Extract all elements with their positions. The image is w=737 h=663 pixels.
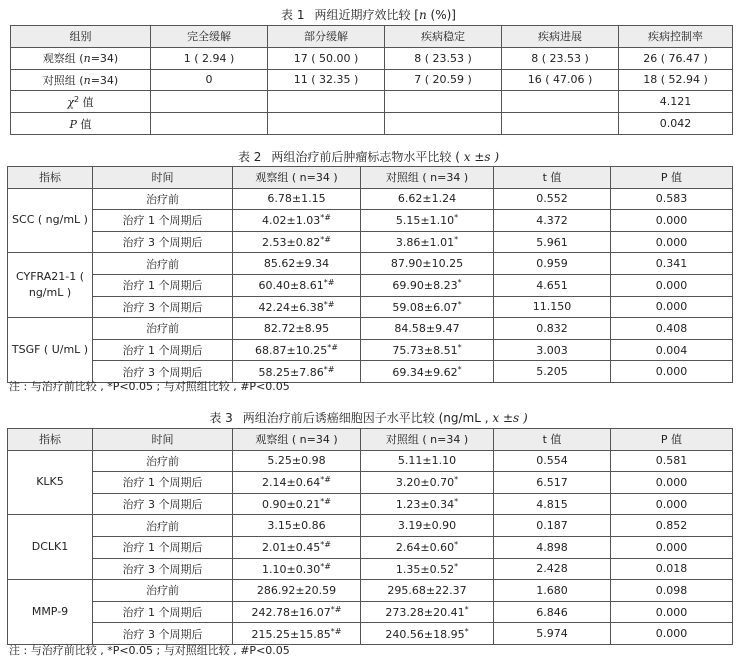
table1-caption-n: n bbox=[418, 8, 427, 22]
table-row bbox=[8, 296, 733, 318]
table-row bbox=[8, 558, 733, 580]
cell-dcr: 26 ( 76.47 ) bbox=[619, 47, 733, 69]
cell-dcr: 18 ( 52.94 ) bbox=[619, 69, 733, 91]
t-value-cell: 0.554 bbox=[494, 450, 611, 472]
time-cell: 治疗前 bbox=[93, 188, 233, 210]
obs-value-cell bbox=[233, 339, 361, 361]
cell-pr: 17 ( 50.00 ) bbox=[268, 47, 385, 69]
obs-value-cell bbox=[233, 601, 361, 623]
ctrl-value-cell bbox=[361, 601, 494, 623]
table-row bbox=[11, 47, 733, 69]
ctrl-significance-mark: * bbox=[464, 626, 469, 636]
table2-header-time: 时间 bbox=[93, 167, 233, 189]
table-row bbox=[8, 472, 733, 494]
ctrl-significance-mark: * bbox=[454, 213, 459, 223]
table1-caption: 两组近期疗效比较 [ bbox=[314, 8, 419, 22]
p-value-cell: 0.098 bbox=[611, 580, 733, 602]
obs-value: 215.25±15.85 bbox=[251, 627, 331, 641]
p-value-cell: 0.000 bbox=[611, 361, 733, 383]
table1-header-group: 组别 bbox=[11, 26, 151, 48]
obs-value-cell bbox=[233, 450, 361, 472]
t-value-cell: 4.651 bbox=[494, 274, 611, 296]
time-cell: 治疗 3 个周期后 bbox=[93, 231, 233, 253]
table-row bbox=[8, 580, 733, 602]
obs-value-cell bbox=[233, 231, 361, 253]
ctrl-significance-mark: * bbox=[454, 497, 459, 507]
obs-value: 2.14±0.64 bbox=[262, 476, 321, 490]
ctrl-value: 75.73±8.51 bbox=[392, 344, 458, 358]
obs-value: 82.72±8.95 bbox=[263, 321, 330, 335]
obs-significance-mark: *# bbox=[320, 540, 331, 550]
obs-value-cell bbox=[233, 188, 361, 210]
ctrl-value-cell bbox=[361, 231, 494, 253]
ctrl-significance-mark: * bbox=[464, 605, 469, 615]
ctrl-value-cell bbox=[361, 274, 494, 296]
ctrl-value: 3.86±1.01 bbox=[395, 236, 455, 250]
ctrl-value: 84.58±9.47 bbox=[394, 321, 460, 335]
p-value-cell: 0.004 bbox=[611, 339, 733, 361]
p-value-cell: 0.000 bbox=[611, 472, 733, 494]
obs-value: 85.62±9.34 bbox=[263, 257, 330, 271]
table-row bbox=[8, 601, 733, 623]
cell-sd: 7 ( 20.59 ) bbox=[385, 69, 502, 91]
obs-value-cell bbox=[233, 253, 361, 275]
table-row bbox=[8, 318, 733, 340]
t-value-cell: 2.428 bbox=[494, 558, 611, 580]
p-value-cell: 0.000 bbox=[611, 210, 733, 232]
table3-header-t: t 值 bbox=[494, 429, 611, 451]
ctrl-significance-mark: * bbox=[457, 343, 462, 353]
p-value-cell: 0.000 bbox=[611, 493, 733, 515]
obs-significance-mark: *# bbox=[327, 343, 338, 353]
table3-header-obs: 观察组 ( n=34 ) bbox=[233, 429, 361, 451]
ctrl-significance-mark: * bbox=[457, 299, 462, 309]
obs-significance-mark: *# bbox=[320, 475, 331, 485]
obs-value-cell bbox=[233, 210, 361, 232]
group-name: 观察组 (n=34) bbox=[11, 47, 151, 69]
obs-value-cell bbox=[233, 472, 361, 494]
cell-pd: 16 ( 47.06 ) bbox=[502, 69, 619, 91]
ctrl-value-cell bbox=[361, 361, 494, 383]
ctrl-value-cell bbox=[361, 318, 494, 340]
t-value-cell: 3.003 bbox=[494, 339, 611, 361]
p-value-cell: 0.000 bbox=[611, 536, 733, 558]
indicator-cell: TSGF ( U/mL ) bbox=[8, 318, 93, 383]
obs-value: 68.87±10.25 bbox=[255, 344, 328, 358]
ctrl-value: 6.62±1.24 bbox=[397, 192, 457, 206]
obs-value-cell bbox=[233, 493, 361, 515]
p-value: 0.042 bbox=[619, 113, 733, 135]
table3-number: 表 3 bbox=[209, 411, 233, 425]
t-value-cell: 0.832 bbox=[494, 318, 611, 340]
table1-header-pd: 疾病进展 bbox=[502, 26, 619, 48]
obs-value: 1.10±0.30 bbox=[262, 562, 321, 576]
ctrl-value-cell bbox=[361, 296, 494, 318]
obs-value: 2.01±0.45 bbox=[262, 541, 321, 555]
time-cell: 治疗前 bbox=[93, 515, 233, 537]
table3 bbox=[7, 428, 733, 645]
table-row bbox=[8, 253, 733, 275]
ctrl-value-cell bbox=[361, 515, 494, 537]
time-cell: 治疗 1 个周期后 bbox=[93, 536, 233, 558]
obs-value: 4.02±1.03 bbox=[262, 214, 321, 228]
ctrl-value-cell bbox=[361, 339, 494, 361]
ctrl-significance-mark: * bbox=[457, 364, 462, 374]
p-value-cell: 0.408 bbox=[611, 318, 733, 340]
table-row bbox=[11, 69, 733, 91]
t-value-cell: 6.846 bbox=[494, 601, 611, 623]
table3-caption-tail: x ±s ) bbox=[488, 411, 528, 425]
obs-value-cell bbox=[233, 318, 361, 340]
p-value-cell: 0.583 bbox=[611, 188, 733, 210]
p-value-cell: 0.000 bbox=[611, 296, 733, 318]
table-row bbox=[8, 536, 733, 558]
ctrl-value: 5.15±1.10 bbox=[395, 214, 455, 228]
table3-note: 注 : 与治疗前比较 , *P<0.05 ; 与对照组比较 , #P<0.05 bbox=[9, 644, 290, 657]
indicator-cell: DCLK1 bbox=[8, 515, 93, 580]
t-value-cell: 1.680 bbox=[494, 580, 611, 602]
table-row-chi-square bbox=[11, 91, 733, 113]
obs-significance-mark: *# bbox=[330, 626, 342, 636]
obs-value-cell bbox=[233, 274, 361, 296]
t-value-cell: 0.552 bbox=[494, 188, 611, 210]
ctrl-value: 240.56±18.95 bbox=[385, 627, 465, 641]
cell-sd: 8 ( 23.53 ) bbox=[385, 47, 502, 69]
table-row bbox=[8, 493, 733, 515]
obs-value: 242.78±16.07 bbox=[251, 606, 331, 620]
table2-caption: 两组治疗前后肿瘤标志物水平比较 ( bbox=[271, 150, 460, 164]
obs-significance-mark: *# bbox=[320, 561, 331, 571]
table2-number: 表 2 bbox=[237, 150, 262, 164]
table2-header-obs: 观察组 ( n=34 ) bbox=[233, 167, 361, 189]
table-row bbox=[8, 188, 733, 210]
table2-header-row bbox=[8, 167, 733, 189]
table-row bbox=[8, 231, 733, 253]
table1-header-dcr: 疾病控制率 bbox=[619, 26, 733, 48]
obs-significance-mark: *# bbox=[323, 299, 335, 309]
p-value-cell: 0.018 bbox=[611, 558, 733, 580]
time-cell: 治疗前 bbox=[93, 450, 233, 472]
ctrl-value: 1.35±0.52 bbox=[395, 562, 455, 576]
ctrl-value-cell bbox=[361, 558, 494, 580]
obs-value: 42.24±6.38 bbox=[258, 300, 324, 314]
time-cell: 治疗 1 个周期后 bbox=[93, 339, 233, 361]
table-row-p-value bbox=[11, 113, 733, 135]
t-value-cell: 11.150 bbox=[494, 296, 611, 318]
p-value-cell: 0.000 bbox=[611, 601, 733, 623]
t-value-cell: 4.815 bbox=[494, 493, 611, 515]
obs-value: 286.92±20.59 bbox=[256, 583, 337, 597]
ctrl-value: 3.20±0.70 bbox=[395, 476, 455, 490]
table2-title bbox=[0, 148, 737, 165]
p-value-cell: 0.000 bbox=[611, 623, 733, 645]
indicator-cell: CYFRA21-1 ( ng/mL ) bbox=[8, 253, 93, 318]
group-name: 对照组 (n=34) bbox=[11, 69, 151, 91]
t-value-cell: 6.517 bbox=[494, 472, 611, 494]
time-cell: 治疗 3 个周期后 bbox=[93, 558, 233, 580]
table1-header-cr: 完全缓解 bbox=[151, 26, 268, 48]
ctrl-value-cell bbox=[361, 450, 494, 472]
time-cell: 治疗 1 个周期后 bbox=[93, 210, 233, 232]
obs-significance-mark: *# bbox=[320, 213, 331, 223]
table2-note: 注 : 与治疗前比较 , *P<0.05 ; 与对照组比较 , #P<0.05 bbox=[9, 380, 290, 393]
ctrl-value-cell bbox=[361, 580, 494, 602]
ctrl-value-cell bbox=[361, 188, 494, 210]
ctrl-value: 87.90±10.25 bbox=[390, 257, 464, 271]
t-value-cell: 5.961 bbox=[494, 231, 611, 253]
table2-header-t: t 值 bbox=[494, 167, 611, 189]
table1-caption-tail: (%)] bbox=[426, 8, 456, 22]
ctrl-value: 59.08±6.07 bbox=[392, 300, 458, 314]
p-value-cell: 0.581 bbox=[611, 450, 733, 472]
t-value-cell: 4.372 bbox=[494, 210, 611, 232]
t-value-cell: 0.187 bbox=[494, 515, 611, 537]
t-value-cell: 4.898 bbox=[494, 536, 611, 558]
table1-header-row bbox=[11, 26, 733, 48]
time-cell: 治疗前 bbox=[93, 253, 233, 275]
obs-significance-mark: *# bbox=[323, 364, 335, 374]
table-row bbox=[8, 274, 733, 296]
table3-header-p: P 值 bbox=[611, 429, 733, 451]
ctrl-significance-mark: * bbox=[454, 475, 459, 485]
p-value-cell: 0.852 bbox=[611, 515, 733, 537]
ctrl-value: 3.19±0.90 bbox=[397, 519, 457, 533]
table-row bbox=[8, 339, 733, 361]
table2 bbox=[7, 166, 733, 383]
indicator-cell: SCC ( ng/mL ) bbox=[8, 188, 93, 253]
obs-value: 2.53±0.82 bbox=[262, 236, 321, 250]
indicator-cell: MMP-9 bbox=[8, 580, 93, 645]
ctrl-significance-mark: * bbox=[454, 540, 459, 550]
time-cell: 治疗 3 个周期后 bbox=[93, 623, 233, 645]
table-row bbox=[8, 450, 733, 472]
ctrl-value: 273.28±20.41 bbox=[385, 606, 465, 620]
ctrl-value-cell bbox=[361, 623, 494, 645]
ctrl-value: 295.68±22.37 bbox=[387, 583, 467, 597]
ctrl-value: 69.34±9.62 bbox=[392, 365, 458, 379]
table3-caption: 两组治疗前后诱癌细胞因子水平比较 (ng/mL , bbox=[242, 411, 489, 425]
table3-header-indicator: 指标 bbox=[8, 429, 93, 451]
p-value-cell: 0.341 bbox=[611, 253, 733, 275]
ctrl-significance-mark: * bbox=[454, 561, 459, 571]
ctrl-value-cell bbox=[361, 472, 494, 494]
ctrl-significance-mark: * bbox=[457, 278, 462, 288]
time-cell: 治疗 3 个周期后 bbox=[93, 296, 233, 318]
time-cell: 治疗 1 个周期后 bbox=[93, 274, 233, 296]
table-row bbox=[8, 210, 733, 232]
obs-value: 5.25±0.98 bbox=[267, 454, 326, 468]
table2-caption-tail: x ±s ) bbox=[459, 150, 500, 164]
cell-pr: 11 ( 32.35 ) bbox=[268, 69, 385, 91]
table2-header-indicator: 指标 bbox=[8, 167, 93, 189]
p-value-label: P 值 bbox=[11, 113, 151, 135]
ctrl-value: 69.90±8.23 bbox=[392, 279, 458, 293]
obs-significance-mark: *# bbox=[320, 235, 331, 245]
time-cell: 治疗前 bbox=[93, 318, 233, 340]
obs-value: 60.40±8.61 bbox=[258, 279, 324, 293]
p-value-cell: 0.000 bbox=[611, 274, 733, 296]
table2-header-p: P 值 bbox=[611, 167, 733, 189]
ctrl-value-cell bbox=[361, 210, 494, 232]
obs-value-cell bbox=[233, 515, 361, 537]
time-cell: 治疗 3 个周期后 bbox=[93, 361, 233, 383]
table3-header-time: 时间 bbox=[93, 429, 233, 451]
table1-header-pr: 部分缓解 bbox=[268, 26, 385, 48]
table3-header-ctrl: 对照组 ( n=34 ) bbox=[361, 429, 494, 451]
table1-number: 表 1 bbox=[281, 8, 305, 22]
table1-header-sd: 疾病稳定 bbox=[385, 26, 502, 48]
table3-header-row bbox=[8, 429, 733, 451]
chi-square-label: $\chi^2$ 值 bbox=[11, 91, 151, 113]
obs-value: 6.78±1.15 bbox=[267, 192, 326, 206]
t-value-cell: 5.974 bbox=[494, 623, 611, 645]
obs-value-cell bbox=[233, 536, 361, 558]
table1 bbox=[10, 25, 733, 135]
ctrl-value-cell bbox=[361, 253, 494, 275]
obs-significance-mark: *# bbox=[323, 278, 335, 288]
time-cell: 治疗前 bbox=[93, 580, 233, 602]
cell-cr: 0 bbox=[151, 69, 268, 91]
obs-significance-mark: *# bbox=[320, 497, 331, 507]
t-value-cell: 5.205 bbox=[494, 361, 611, 383]
time-cell: 治疗 1 个周期后 bbox=[93, 472, 233, 494]
ctrl-value-cell bbox=[361, 493, 494, 515]
chi-square-value: 4.121 bbox=[619, 91, 733, 113]
ctrl-value: 2.64±0.60 bbox=[395, 541, 455, 555]
table-row bbox=[8, 515, 733, 537]
obs-value-cell bbox=[233, 580, 361, 602]
t-value-cell: 0.959 bbox=[494, 253, 611, 275]
cell-pd: 8 ( 23.53 ) bbox=[502, 47, 619, 69]
obs-value: 0.90±0.21 bbox=[262, 498, 321, 512]
table1-title bbox=[0, 6, 737, 23]
time-cell: 治疗 1 个周期后 bbox=[93, 601, 233, 623]
table3-title bbox=[0, 409, 737, 426]
p-value-cell: 0.000 bbox=[611, 231, 733, 253]
obs-value-cell bbox=[233, 296, 361, 318]
ctrl-significance-mark: * bbox=[454, 235, 459, 245]
ctrl-value-cell bbox=[361, 536, 494, 558]
cell-cr: 1 ( 2.94 ) bbox=[151, 47, 268, 69]
obs-significance-mark: *# bbox=[330, 605, 342, 615]
obs-value-cell bbox=[233, 558, 361, 580]
ctrl-value: 1.23±0.34 bbox=[395, 498, 455, 512]
time-cell: 治疗 3 个周期后 bbox=[93, 493, 233, 515]
ctrl-value: 5.11±1.10 bbox=[397, 454, 457, 468]
indicator-cell: KLK5 bbox=[8, 450, 93, 515]
obs-value: 3.15±0.86 bbox=[267, 519, 326, 533]
table2-header-ctrl: 对照组 ( n=34 ) bbox=[361, 167, 494, 189]
obs-value: 58.25±7.86 bbox=[258, 365, 324, 379]
